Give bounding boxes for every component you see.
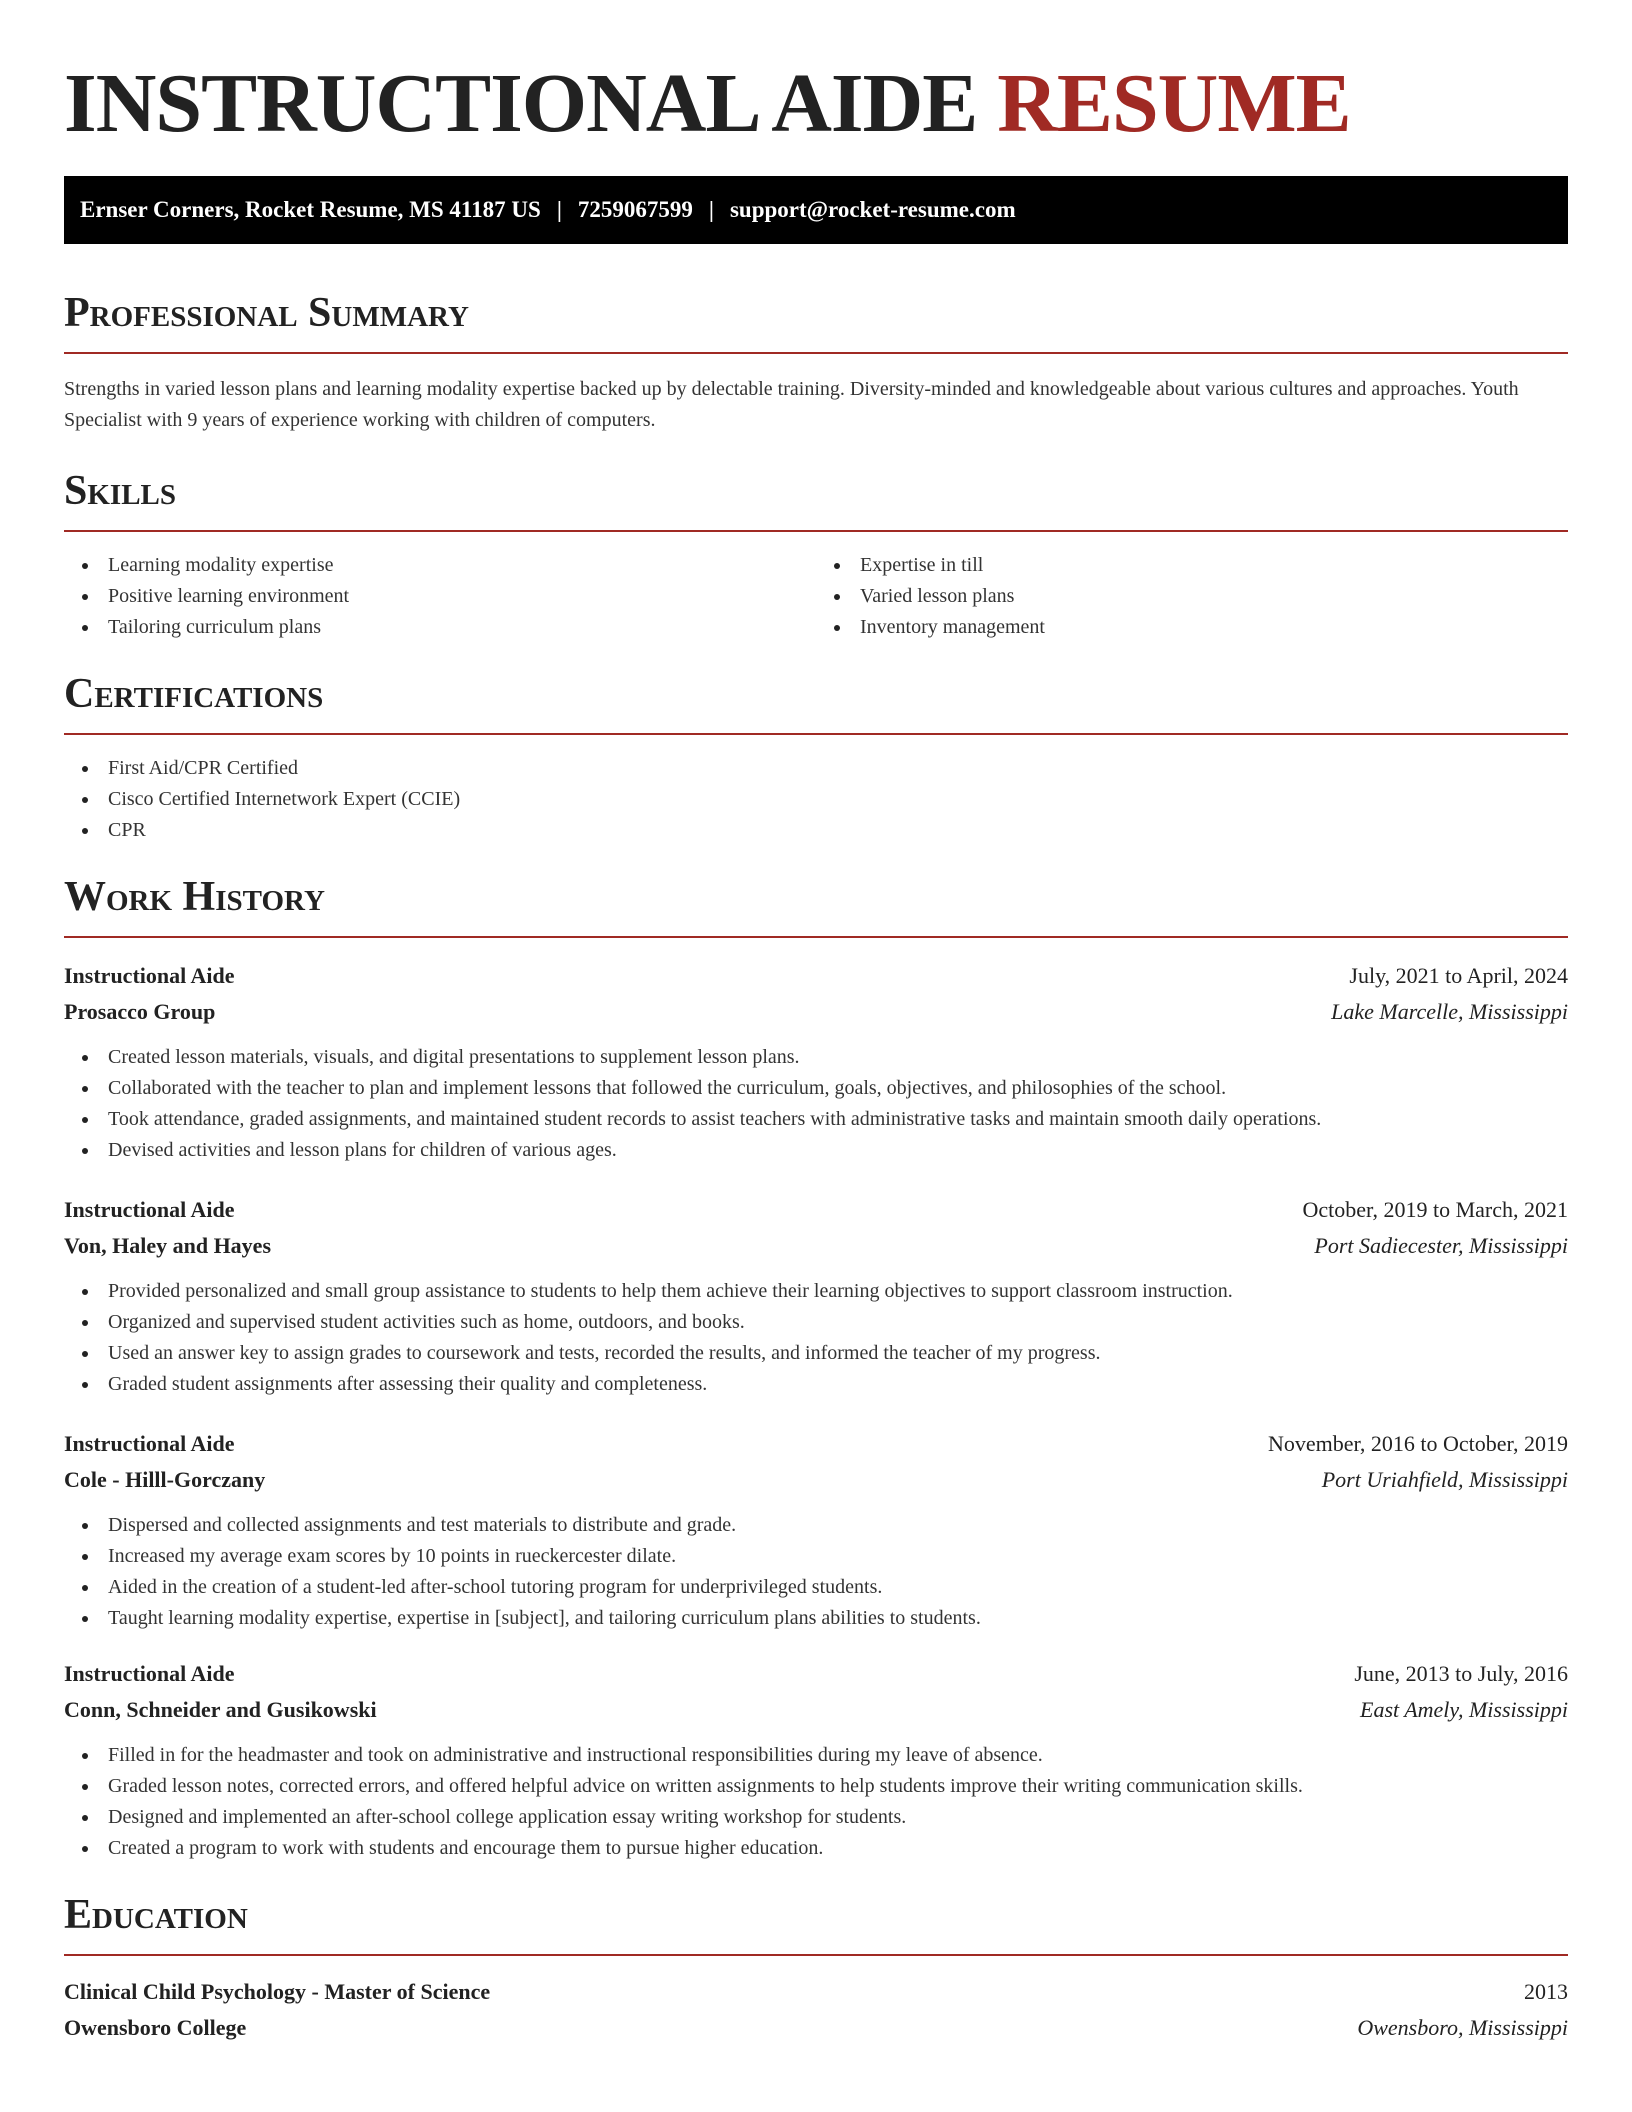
job-subheader — [64, 994, 1568, 1030]
resume-title — [64, 56, 1568, 152]
job-bullet: Used an answer key to assign grades to coursework and tests, recorded the results, and informed the teacher of my progress. — [108, 1338, 1568, 1369]
section-title-certifications: Certifications — [64, 671, 324, 717]
job-entry — [64, 1426, 1568, 1634]
job-entry — [64, 1656, 1568, 1864]
education-header — [64, 1974, 1568, 2010]
education-location: Owensboro, Mississippi — [1357, 2015, 1568, 2040]
title-accent: RESUME — [997, 57, 1351, 150]
job-title: Instructional Aide — [64, 1661, 235, 1686]
job-bullet: Created lesson materials, visuals, and digital presentations to supplement lesson plans. — [108, 1042, 1568, 1073]
job-bullet: Took attendance, graded assignments, and maintained student records to assist teachers with administrative tasks and maintain smooth daily operations. — [108, 1104, 1568, 1135]
contact-bar — [64, 176, 1568, 244]
job-company: Cole - Hilll-Gorczany — [64, 1467, 266, 1492]
contact-separator: | — [708, 197, 714, 222]
job-title: Instructional Aide — [64, 963, 235, 988]
job-bullet: Created a program to work with students and encourage them to pursue higher education. — [108, 1833, 1568, 1864]
job-location: Port Uriahfield, Mississippi — [1321, 1467, 1568, 1492]
education-entry — [64, 1974, 1568, 2046]
skills-list-right — [816, 550, 1568, 643]
job-title: Instructional Aide — [64, 1431, 235, 1456]
skills-section — [64, 466, 1568, 643]
job-bullet: Filled in for the headmaster and took on administrative and instructional responsibilities during my leave of absence. — [108, 1740, 1568, 1771]
certification-item: CPR — [108, 815, 1568, 846]
job-subheader — [64, 1692, 1568, 1728]
education-subheader — [64, 2010, 1568, 2046]
section-divider — [64, 352, 1568, 354]
certifications-list — [64, 753, 1568, 846]
contact-address: Ernser Corners, Rocket Resume, MS 41187 US — [80, 197, 541, 222]
skills-grid — [64, 550, 1568, 643]
job-bullet: Increased my average exam scores by 10 points in rueckercester dilate. — [108, 1541, 1568, 1572]
skill-item: Expertise in till — [860, 550, 1568, 581]
job-company: Conn, Schneider and Gusikowski — [64, 1697, 377, 1722]
certification-item: Cisco Certified Internetwork Expert (CCIE) — [108, 784, 1568, 815]
section-divider — [64, 1954, 1568, 1956]
job-header — [64, 1656, 1568, 1692]
summary-section — [64, 288, 1568, 436]
job-bullets — [64, 1510, 1568, 1634]
contact-separator: | — [556, 197, 562, 222]
skill-item: Tailoring curriculum plans — [108, 612, 816, 643]
job-title: Instructional Aide — [64, 1197, 235, 1222]
section-divider — [64, 530, 1568, 532]
job-header — [64, 958, 1568, 994]
job-dates: June, 2013 to July, 2016 — [1354, 1661, 1568, 1686]
skills-column-right — [816, 550, 1568, 643]
education-section — [64, 1890, 1568, 2046]
job-bullet: Aided in the creation of a student-led after-school tutoring program for underprivileged students. — [108, 1572, 1568, 1603]
job-bullet: Collaborated with the teacher to plan and implement lessons that followed the curriculum, goals, objectives, and philosophies of the school. — [108, 1073, 1568, 1104]
job-bullets — [64, 1740, 1568, 1864]
education-year: 2013 — [1524, 1979, 1568, 2004]
certifications-section — [64, 669, 1568, 846]
skills-list-left — [64, 550, 816, 643]
job-company: Prosacco Group — [64, 999, 216, 1024]
skills-column-left — [64, 550, 816, 643]
job-bullet: Taught learning modality expertise, expertise in [subject], and tailoring curriculum plans abilities to students. — [108, 1603, 1568, 1634]
job-bullets — [64, 1276, 1568, 1400]
job-entry — [64, 1192, 1568, 1400]
job-subheader — [64, 1228, 1568, 1264]
job-entry — [64, 958, 1568, 1166]
section-divider — [64, 733, 1568, 735]
section-title-work-history: Work History — [64, 874, 325, 920]
job-header — [64, 1192, 1568, 1228]
contact-email: support@rocket-resume.com — [729, 197, 1016, 222]
job-bullet: Organized and supervised student activities such as home, outdoors, and books. — [108, 1307, 1568, 1338]
skill-item: Inventory management — [860, 612, 1568, 643]
section-title-summary: Professional Summary — [64, 290, 469, 336]
section-divider — [64, 936, 1568, 938]
job-dates: July, 2021 to April, 2024 — [1349, 963, 1568, 988]
title-main: INSTRUCTIONAL AIDE — [64, 57, 978, 150]
job-location: East Amely, Mississippi — [1360, 1697, 1568, 1722]
job-bullet: Devised activities and lesson plans for children of various ages. — [108, 1135, 1568, 1166]
job-bullet: Designed and implemented an after-school college application essay writing workshop for students. — [108, 1802, 1568, 1833]
job-bullet: Graded student assignments after assessing their quality and completeness. — [108, 1369, 1568, 1400]
section-title-education: Education — [64, 1892, 248, 1938]
job-bullet: Dispersed and collected assignments and test materials to distribute and grade. — [108, 1510, 1568, 1541]
job-dates: November, 2016 to October, 2019 — [1267, 1431, 1568, 1456]
job-location: Lake Marcelle, Mississippi — [1331, 999, 1568, 1024]
job-location: Port Sadiecester, Mississippi — [1314, 1233, 1568, 1258]
job-bullet: Provided personalized and small group assistance to students to help them achieve their learning objectives to support classroom instruction. — [108, 1276, 1568, 1307]
certification-item: First Aid/CPR Certified — [108, 753, 1568, 784]
education-school: Owensboro College — [64, 2015, 247, 2040]
job-bullet: Graded lesson notes, corrected errors, and offered helpful advice on written assignments to help students improve their writing communication skills. — [108, 1771, 1568, 1802]
summary-text: Strengths in varied lesson plans and learning modality expertise backed up by delectable training. Diversity-minded and knowledgeable about various cultures and approaches. Youth Specialist with 9 years of experience working with children of computers. — [64, 378, 1519, 431]
education-degree: Clinical Child Psychology - Master of Science — [64, 1979, 491, 2004]
job-company: Von, Haley and Hayes — [64, 1233, 272, 1258]
job-subheader — [64, 1462, 1568, 1498]
work-history-section — [64, 872, 1568, 1864]
skill-item: Positive learning environment — [108, 581, 816, 612]
skill-item: Varied lesson plans — [860, 581, 1568, 612]
section-title-skills: Skills — [64, 468, 177, 514]
contact-phone: 7259067599 — [577, 197, 693, 222]
skill-item: Learning modality expertise — [108, 550, 816, 581]
job-bullets — [64, 1042, 1568, 1166]
job-header — [64, 1426, 1568, 1462]
job-dates: October, 2019 to March, 2021 — [1302, 1197, 1568, 1222]
